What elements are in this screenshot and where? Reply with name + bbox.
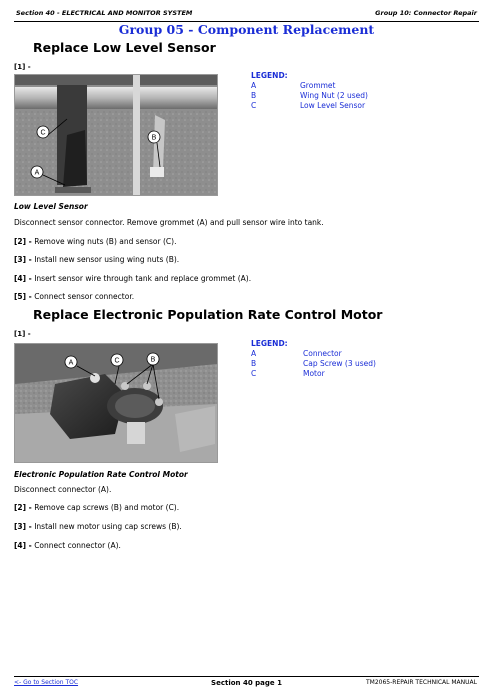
svg-text:B: B [151,134,157,142]
rate-control-motor-photo [14,343,218,463]
step-3: [3] - Install new motor using cap screws (B). [14,522,182,531]
group-title: Group 05 - Component Replacement [118,22,375,37]
legend-rate-control-motor [251,339,376,379]
legend-row: C Low Level Sensor [251,101,366,110]
callout-a [31,166,43,178]
step-2: [2] - Remove wing nuts (B) and sensor (C). [14,237,177,246]
legend-low-level-sensor [251,71,368,111]
low-level-sensor-photo [14,74,218,196]
callout-c [111,354,123,366]
step-4: [4] - Insert sensor wire through tank and replace grommet (A). [14,274,252,283]
callout-a [65,356,77,368]
legend-row: C Motor [251,369,325,378]
page-number: Section 40 page 1 [211,679,282,687]
svg-text:A: A [68,359,74,367]
legend-title: LEGEND: [251,71,288,80]
step-3: [3] - Install new sensor using wing nuts (B). [14,255,180,264]
go-to-section-toc-link[interactable]: <- Go to Section TOC [14,679,79,686]
step-5: [5] - Connect sensor connector. [14,292,135,301]
step-1-text: Disconnect connector (A). [14,485,112,494]
legend-row: B Wing Nut (2 used) [251,91,368,100]
callout-b [148,131,160,143]
figure-caption: Low Level Sensor [14,202,88,211]
svg-text:A: A [34,169,40,177]
svg-text:C: C [40,129,46,137]
svg-text:C: C [114,357,120,365]
svg-text:B: B [150,356,156,364]
callout-c [37,126,49,138]
figure-caption: Electronic Population Rate Control Motor [14,470,188,479]
section-title-low-level-sensor: Replace Low Level Sensor [33,40,216,55]
step-1-text: Disconnect sensor connector. Remove grommet (A) and pull sensor wire into tank. [14,218,324,227]
header-group: Group 10: Connector Repair [375,9,477,17]
callout-b [147,353,159,365]
legend-row: B Cap Screw (3 used) [251,359,376,368]
figure-ref: [1] - [14,63,31,71]
figure-ref: [1] - [14,330,31,338]
legend-title: LEGEND: [251,339,288,348]
manual-title: TM2065-REPAIR TECHNICAL MANUAL [366,679,477,686]
section-title-rate-control-motor: Replace Electronic Population Rate Control Motor [33,307,383,322]
step-2: [2] - Remove cap screws (B) and motor (C). [14,503,180,512]
footer-divider [14,676,479,677]
header-section: Section 40 - ELECTRICAL AND MONITOR SYSTEM [16,9,193,17]
step-4: [4] - Connect connector (A). [14,541,121,550]
legend-row: A Connector [251,349,342,358]
legend-row: A Grommet [251,81,336,90]
